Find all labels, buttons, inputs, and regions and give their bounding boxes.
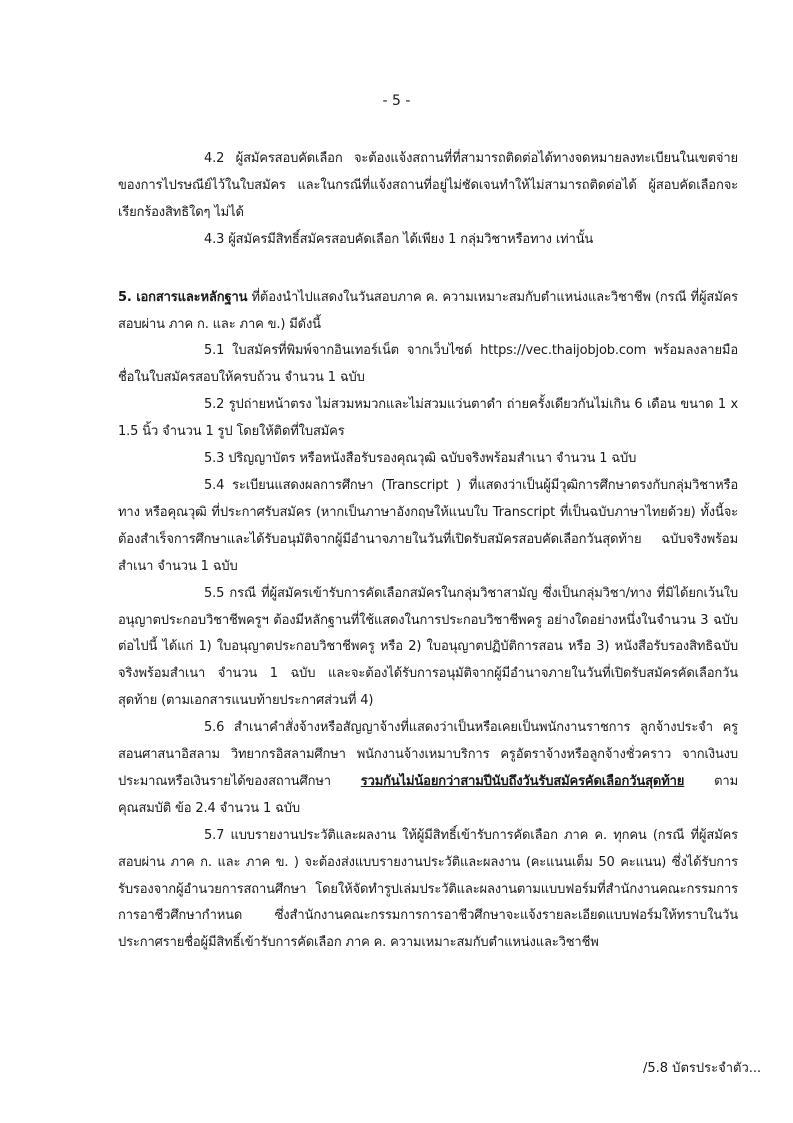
paragraph-5-2: 5.2 รูปถ่ายหน้าตรง ไม่สวมหมวกและไม่สวมแว่นตาดำ ถ่ายครั้งเดียวกันไม่เกิน 6 เดือน ขนาด 1 x 1.5 นิ้ว จำนวน 1 รูป โดยให้ติดที่ใบสมัคร <box>118 397 738 440</box>
paragraph-5-6 <box>118 715 738 823</box>
paragraph-5-5: 5.5 กรณี ที่ผู้สมัครเข้ารับการคัดเลือกสมัครในกลุ่มวิชาสามัญ ซึ่งเป็นกลุ่มวิชา/ทาง ที่มิได้ยกเว้นใบอนุญาตประกอบวิชาชีพครูฯ ต้องมีหลักฐานที่ใช้แสดงในการประกอบวิชาชีพครู อย่างใดอย่างหนึ่งในจำนวน 3 ฉบับ ต่อไปนี้ ได้แก่ 1) ใบอนุญาตประกอบวิชาชีพครู หรือ 2) ใบอนุญาตปฏิบัติการสอน หรือ 3) หนังสือรับรองสิทธิฉบับจริงพร้อมสำเนา จำนวน 1 ฉบับ และจะต้องได้รับการอนุมัติจากผู้มีอำนาจภายในวันที่เปิดรับสมัครคัดเลือกวันสุดท้าย (ตามเอกสารแนบท้ายประกาศส่วนที่ 4) <box>118 585 738 709</box>
paragraph-5-6-tail: ตามคุณสมบัติ ข้อ 2.4 จำนวน 1 ฉบับ <box>118 773 738 816</box>
paragraph-5-6-text: 5.6 สำเนาคำสั่งจ้างหรือสัญญาจ้างที่แสดงว่าเป็นหรือเคยเป็นพนักงานราชการ ลูกจ้างประจำ ครูสอนศาสนาอิสลาม วิทยากรอิสลามศึกษา พนักงานจ้างเหมาบริการ ครูอัตราจ้างหรือลูกจ้างชั่วคราว จากเงินงบประมาณหรือเงินรายได้ของสถานศึกษา <box>118 720 738 789</box>
paragraph-5-3: 5.3 ปริญญาบัตร หรือหนังสือรับรองคุณวุฒิ ฉบับจริงพร้อมสำเนา จำนวน 1 ฉบับ <box>204 451 637 467</box>
continuation-marker: /5.8 บัตรประจำตัว... <box>643 1061 762 1076</box>
paragraph-5-4: 5.4 ระเบียนแสดงผลการศึกษา (Transcript ) ที่แสดงว่าเป็นผู้มีวุฒิการศึกษาตรงกับกลุ่มวิชาหรือทาง หรือคุณวุฒิ ที่ประกาศรับสมัคร (หากเป็นภาษาอังกฤษให้แนบใบ Transcript ที่เป็นฉบับภาษาไทยด้วย) ทั้งนี้จะต้องสำเร็จการศึกษาและได้รับอนุมัติจากผู้มีอำนาจภายในวันที่เปิดรับสมัครสอบคัดเลือกวันสุดท้าย ฉบับจริงพร้อมสำเนา จำนวน 1 ฉบับ <box>118 477 738 574</box>
section-spacer <box>118 254 738 285</box>
page-number: - 5 - <box>382 93 411 109</box>
paragraph-4-3: 4.3 ผู้สมัครมีสิทธิ์สมัครสอบคัดเลือก ได้เพียง 1 กลุ่มวิชาหรือทาง เท่านั้น <box>204 231 594 247</box>
document-body <box>118 146 738 957</box>
paragraph-5-6-emphasis: รวมกันไม่น้อยกว่าสามปีนับถึงวันรับสมัครคัดเลือกวันสุดท้าย <box>360 773 685 789</box>
paragraph-5-7: 5.7 แบบรายงานประวัติและผลงาน ให้ผู้มีสิทธิ์เข้ารับการคัดเลือก ภาค ค. ทุกคน (กรณี ที่ผู้สมัครสอบผ่าน ภาค ก. และ ภาค ข. ) จะต้องส่งแบบรายงานประวัติและผลงาน (คะแนนเต็ม 50 คะแนน) ซึ่งได้รับการรับรองจากผู้อำนวยการสถานศึกษา โดยให้จัดทำรูปเล่มประวัติและผลงานตามแบบฟอร์มที่สำนักงานคณะกรรมการการอาชีวศึกษากำหนด ซึ่งสำนักงานคณะกรรมการการอาชีวศึกษาจะแจ้งรายละเอียดแบบฟอร์มให้ทราบในวันประกาศรายชื่อผู้มีสิทธิ์เข้ารับการคัดเลือก ภาค ค. ความเหมาะสมกับตำแหน่งและวิชาชีพ <box>118 827 738 951</box>
section-5-intro-text: ที่ต้องนำไปแสดงในวันสอบภาค ค. ความเหมาะสมกับตำแหน่งและวิชาชีพ (กรณี ที่ผู้สมัครสอบผ่าน ภาค ก. และ ภาค ข.) มีดังนี้ <box>118 289 738 332</box>
section-5-intro <box>118 285 738 339</box>
paragraph-5-1: 5.1 ใบสมัครที่พิมพ์จากอินเทอร์เน็ต จากเว็บไซต์ https://vec.thaijobjob.com พร้อมลงลายมือชื่อในใบสมัครสอบให้ครบถ้วน จำนวน 1 ฉบับ <box>118 343 738 386</box>
section-5-heading: 5. เอกสารและหลักฐาน <box>118 289 248 305</box>
paragraph-4-2: 4.2 ผู้สมัครสอบคัดเลือก จะต้องแจ้งสถานที่ที่สามารถติดต่อได้ทางจดหมายลงทะเบียนในเขตจ่ายของการไปรษณีย์ไว้ในใบสมัคร และในกรณีที่แจ้งสถานที่อยู่ไม่ชัดเจนทำให้ไม่สามารถติดต่อได้ ผู้สอบคัดเลือกจะเรียกร้องสิทธิใดๆ ไม่ได้ <box>118 151 738 220</box>
